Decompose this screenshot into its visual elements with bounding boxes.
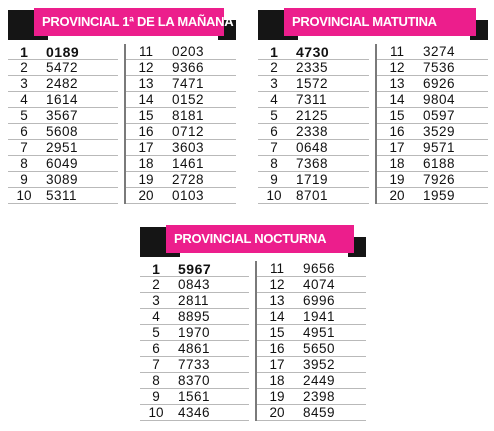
winning-number: 3089 (46, 171, 79, 187)
result-row (126, 172, 236, 188)
winning-number: 2338 (296, 123, 329, 139)
winning-number: 0152 (172, 91, 205, 107)
position-number: 11 (389, 43, 404, 59)
result-row (8, 188, 118, 204)
position-number: 2 (20, 59, 28, 75)
position-number: 4 (270, 91, 278, 107)
result-row (126, 76, 236, 92)
winning-number: 5311 (46, 187, 78, 203)
winning-number: 8459 (303, 404, 336, 420)
winning-number: 1561 (178, 388, 211, 404)
winning-number: 8701 (296, 187, 329, 203)
winning-number: 1461 (172, 155, 205, 171)
results-column-right (124, 44, 236, 204)
result-row (258, 108, 369, 124)
winning-number: 4861 (178, 340, 211, 356)
position-number: 20 (269, 404, 285, 420)
result-row (126, 124, 236, 140)
result-row (258, 172, 369, 188)
position-number: 14 (389, 91, 405, 107)
position-number: 17 (389, 139, 405, 155)
winning-number: 5472 (46, 59, 79, 75)
position-number: 13 (389, 75, 405, 91)
winning-number: 8370 (178, 372, 211, 388)
result-row (257, 341, 366, 357)
result-row (126, 188, 236, 204)
result-row (8, 108, 118, 124)
result-row (140, 357, 249, 373)
winning-number: 3603 (172, 139, 205, 155)
position-number: 1 (20, 43, 28, 60)
winning-number: 4730 (296, 43, 330, 60)
winning-number: 0189 (46, 43, 80, 60)
draw-title: PROVINCIAL MATUTINA (284, 8, 476, 36)
position-number: 2 (152, 276, 160, 292)
position-number: 7 (270, 139, 278, 155)
winning-number: 0203 (172, 43, 205, 59)
winning-number: 4074 (303, 276, 336, 292)
result-row (8, 60, 118, 76)
position-number: 6 (270, 123, 278, 139)
winning-number: 2335 (296, 59, 329, 75)
results-table (140, 261, 366, 421)
position-number: 19 (389, 171, 405, 187)
draw-header (258, 8, 488, 40)
position-number: 10 (16, 187, 32, 203)
result-row (8, 44, 118, 60)
position-number: 4 (152, 308, 160, 324)
position-number: 12 (138, 59, 154, 75)
result-row (258, 156, 369, 172)
result-row (140, 389, 249, 405)
result-row (8, 92, 118, 108)
position-number: 7 (152, 356, 160, 372)
result-row (140, 277, 249, 293)
position-number: 1 (270, 43, 278, 60)
position-number: 14 (138, 91, 154, 107)
position-number: 11 (138, 43, 153, 59)
winning-number: 2398 (303, 388, 336, 404)
winning-number: 7926 (423, 171, 456, 187)
winning-number: 1959 (423, 187, 456, 203)
position-number: 10 (148, 404, 164, 420)
result-row (8, 140, 118, 156)
winning-number: 9571 (423, 139, 456, 155)
winning-number: 4951 (303, 324, 336, 340)
winning-number: 3274 (423, 43, 456, 59)
winning-number: 2482 (46, 75, 79, 91)
result-row (377, 108, 488, 124)
winning-number: 1970 (178, 324, 211, 340)
result-row (126, 156, 236, 172)
results-column-left (258, 44, 369, 204)
position-number: 3 (270, 75, 278, 91)
results-column-left (140, 261, 249, 421)
winning-number: 0103 (172, 187, 205, 203)
draw-block-nocturna (140, 225, 366, 421)
position-number: 18 (269, 372, 285, 388)
result-row (377, 140, 488, 156)
winning-number: 6996 (303, 292, 336, 308)
result-row (377, 172, 488, 188)
result-row (257, 261, 366, 277)
winning-number: 6926 (423, 75, 456, 91)
position-number: 16 (269, 340, 285, 356)
result-row (258, 92, 369, 108)
position-number: 7 (20, 139, 28, 155)
winning-number: 7733 (178, 356, 211, 372)
position-number: 17 (269, 356, 285, 372)
position-number: 4 (20, 91, 28, 107)
position-number: 9 (152, 388, 160, 404)
result-row (140, 405, 249, 421)
position-number: 11 (269, 260, 284, 276)
winning-number: 1614 (46, 91, 79, 107)
result-row (377, 92, 488, 108)
result-row (126, 60, 236, 76)
results-table (258, 44, 488, 204)
draw-title: PROVINCIAL 1ª DE LA MAÑANA (34, 8, 224, 36)
result-row (8, 172, 118, 188)
position-number: 3 (20, 75, 28, 91)
draw-block-manana (8, 8, 236, 204)
result-row (126, 92, 236, 108)
result-row (257, 309, 366, 325)
position-number: 19 (269, 388, 285, 404)
draw-title: PROVINCIAL NOCTURNA (166, 225, 354, 253)
position-number: 8 (152, 372, 160, 388)
position-number: 13 (269, 292, 285, 308)
result-row (8, 124, 118, 140)
winning-number: 8895 (178, 308, 211, 324)
result-row (257, 405, 366, 421)
result-row (258, 44, 369, 60)
position-number: 16 (138, 123, 154, 139)
position-number: 5 (270, 107, 278, 123)
position-number: 13 (138, 75, 154, 91)
result-row (258, 60, 369, 76)
winning-number: 7368 (296, 155, 329, 171)
result-row (377, 76, 488, 92)
result-row (377, 124, 488, 140)
result-row (140, 261, 249, 277)
result-row (377, 188, 488, 204)
position-number: 5 (152, 324, 160, 340)
winning-number: 2951 (46, 139, 79, 155)
winning-number: 6188 (423, 155, 456, 171)
position-number: 6 (152, 340, 160, 356)
result-row (140, 373, 249, 389)
result-row (377, 156, 488, 172)
result-row (126, 140, 236, 156)
winning-number: 5608 (46, 123, 79, 139)
position-number: 16 (389, 123, 405, 139)
position-number: 8 (270, 155, 278, 171)
result-row (257, 373, 366, 389)
position-number: 20 (138, 187, 154, 203)
result-row (257, 389, 366, 405)
winning-number: 5967 (178, 260, 212, 277)
winning-number: 8181 (172, 107, 205, 123)
result-row (257, 357, 366, 373)
result-row (257, 293, 366, 309)
position-number: 9 (270, 171, 278, 187)
winning-number: 2449 (303, 372, 336, 388)
results-column-right (255, 261, 366, 421)
winning-number: 0597 (423, 107, 456, 123)
position-number: 19 (138, 171, 154, 187)
position-number: 9 (20, 171, 28, 187)
result-row (258, 188, 369, 204)
winning-number: 9366 (172, 59, 205, 75)
winning-number: 1719 (296, 171, 329, 187)
position-number: 15 (389, 107, 405, 123)
winning-number: 1572 (296, 75, 329, 91)
result-row (126, 44, 236, 60)
result-row (140, 309, 249, 325)
position-number: 1 (152, 260, 160, 277)
position-number: 20 (389, 187, 405, 203)
winning-number: 3952 (303, 356, 336, 372)
position-number: 15 (269, 324, 285, 340)
result-row (126, 108, 236, 124)
result-row (140, 293, 249, 309)
winning-number: 5650 (303, 340, 336, 356)
result-row (257, 325, 366, 341)
result-row (258, 140, 369, 156)
winning-number: 7471 (172, 75, 205, 91)
position-number: 17 (138, 139, 154, 155)
winning-number: 9804 (423, 91, 456, 107)
position-number: 2 (270, 59, 278, 75)
winning-number: 7536 (423, 59, 456, 75)
result-row (8, 76, 118, 92)
draw-header (8, 8, 236, 40)
winning-number: 3529 (423, 123, 456, 139)
position-number: 14 (269, 308, 285, 324)
position-number: 5 (20, 107, 28, 123)
position-number: 12 (389, 59, 405, 75)
position-number: 6 (20, 123, 28, 139)
winning-number: 3567 (46, 107, 79, 123)
position-number: 18 (138, 155, 154, 171)
result-row (377, 60, 488, 76)
results-column-right (375, 44, 488, 204)
position-number: 10 (266, 187, 282, 203)
winning-number: 2125 (296, 107, 329, 123)
result-row (140, 325, 249, 341)
winning-number: 7311 (296, 91, 328, 107)
position-number: 8 (20, 155, 28, 171)
position-number: 15 (138, 107, 154, 123)
winning-number: 0648 (296, 139, 329, 155)
result-row (258, 76, 369, 92)
winning-number: 6049 (46, 155, 79, 171)
winning-number: 0843 (178, 276, 211, 292)
result-row (377, 44, 488, 60)
position-number: 12 (269, 276, 285, 292)
result-row (140, 341, 249, 357)
results-table (8, 44, 236, 204)
winning-number: 0712 (172, 123, 205, 139)
winning-number: 2811 (178, 292, 210, 308)
position-number: 18 (389, 155, 405, 171)
draw-block-matutina (258, 8, 488, 204)
result-row (258, 124, 369, 140)
winning-number: 2728 (172, 171, 205, 187)
winning-number: 9656 (303, 260, 336, 276)
result-row (8, 156, 118, 172)
result-row (257, 277, 366, 293)
winning-number: 1941 (303, 308, 336, 324)
draw-header (140, 225, 366, 257)
position-number: 3 (152, 292, 160, 308)
results-column-left (8, 44, 118, 204)
winning-number: 4346 (178, 404, 211, 420)
